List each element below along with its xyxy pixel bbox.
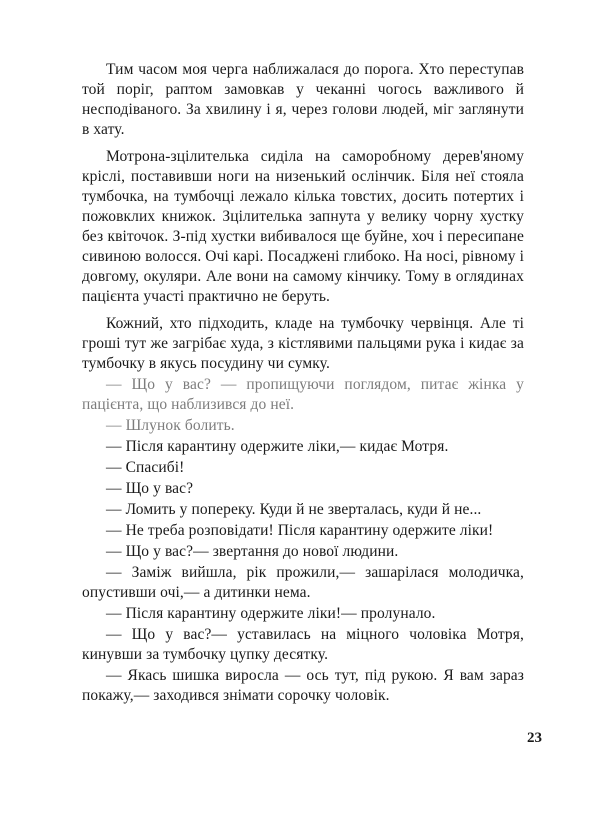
page-body-text bbox=[82, 60, 524, 706]
paragraph-3: Кожний, хто підходить, кладе на тумбочку червінця. Але ті гроші тут же загрібає худа, з кістлявими пальцями рука і кидає за тумбочку в якусь посудину чи сумку. bbox=[82, 315, 524, 372]
paragraph-2: Мотрона-зцілителька сиділа на саморобному дерев'яному кріслі, поставивши ноги на низенький ослінчик. Біля неї стояла тумбочка, на тумбочці лежало кілька товстих, досить потертих і пожовклих книжок. Зцілителька запнута у велику чорну хустку без квіточок. З-під хустки вибивалося ще буйне, хоч і пересипане сивиною волосся. Очі карі. Посаджені глибоко. На носі, рівному і довгому, окуляри. Але вони на самому кінчику. Тому в оглядинах пацієнта участі практично не беруть. bbox=[82, 148, 524, 305]
dialogue-line-7: — Не треба розповідати! Після карантину одержите ліки! bbox=[106, 522, 494, 539]
dialogue-line-11: — Що у вас?— уставилась на міцного чоловіка Мотря, кинувши за тумбочку цупку десятку. bbox=[82, 626, 524, 663]
dialogue-line-1: — Що у вас? — пропищуючи поглядом, питає жінка у пацієнта, що наблизився до неї. bbox=[82, 376, 524, 413]
dialogue-line-9: — Заміж вийшла, рік прожили,— зашарілася молодичка, опустивши очі,— а дитинки нема. bbox=[82, 564, 524, 601]
dialogue-line-3: — Після карантину одержите ліки,— кидає Мотря. bbox=[106, 438, 449, 455]
dialogue-line-10: — Після карантину одержите ліки!— пролунало. bbox=[106, 605, 436, 622]
page-number: 23 bbox=[527, 730, 542, 746]
dialogue-line-12: — Якась шишка виросла — ось тут, під рукою. Я вам зараз покажу,— заходився знімати сорочку чоловік. bbox=[82, 667, 524, 704]
dialogue-line-5: — Що у вас? bbox=[106, 480, 194, 497]
paragraph-1: Тим часом моя черга наближалася до порога. Хто переступав той поріг, раптом замовкав у чеканні чогось важливого й несподіваного. За хвилину і я, через голови людей, міг заглянути в хату. bbox=[82, 61, 524, 138]
dialogue-line-8: — Що у вас?— звертання до нової людини. bbox=[106, 543, 399, 560]
dialogue-line-2: — Шлунок болить. bbox=[106, 417, 235, 434]
dialogue-line-4: — Спасибі! bbox=[106, 459, 185, 476]
dialogue-line-6: — Ломить у попереку. Куди й не зверталась, куди й не... bbox=[106, 501, 482, 518]
